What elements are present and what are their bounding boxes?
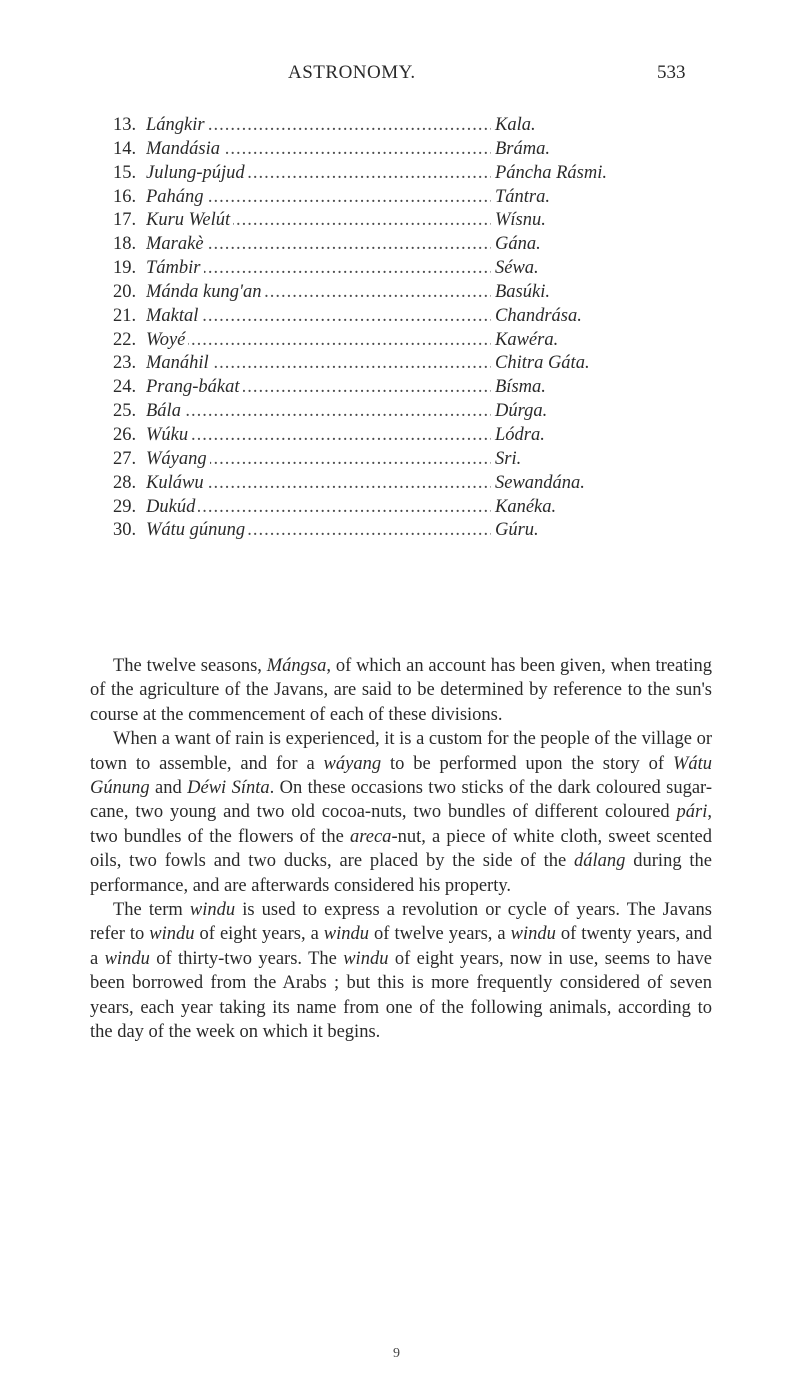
item-number: 23. — [113, 353, 137, 374]
item-number: 15. — [113, 162, 137, 183]
item-deity: Sri. — [495, 448, 522, 469]
item-name: ..... Marakè — [146, 233, 491, 256]
body-text — [90, 654, 712, 1045]
list-item — [113, 162, 713, 186]
item-name: ..... Kuru Welút — [146, 209, 491, 232]
item-number: 17. — [113, 210, 137, 231]
item-name: ..... Támbir — [146, 257, 491, 280]
item-number: 20. — [113, 281, 137, 302]
item-number: 14. — [113, 138, 137, 159]
item-deity: Dúrga. — [495, 401, 548, 422]
item-deity: Chandrása. — [495, 305, 582, 326]
wuku-list — [113, 114, 713, 543]
item-number: 19. — [113, 258, 137, 279]
list-item — [113, 186, 713, 210]
list-item — [113, 496, 713, 520]
item-number: 24. — [113, 377, 137, 398]
item-deity: Kala. — [495, 115, 536, 135]
item-name: ..... Mandásia — [146, 138, 491, 161]
item-name: ..... Bála — [146, 400, 491, 423]
item-name: ..... Julung-pújud — [146, 162, 491, 185]
item-deity: Chitra Gáta. — [495, 353, 590, 374]
list-item — [113, 424, 713, 448]
italic-term: windu — [323, 924, 370, 945]
list-item — [113, 329, 713, 353]
italic-term: Déwi Sínta — [187, 778, 270, 799]
list-item — [113, 472, 713, 496]
italic-term: windu — [343, 948, 389, 969]
page-number: 533 — [657, 62, 686, 83]
italic-term: windu — [189, 900, 236, 921]
paragraph: When a want of rain is experienced, it is a custom for the people of the village or town to assemble, and for a wáyang to be performed upon the story of Wátu Gúnung and Déwi Sínta. On these occasions two sticks of the dark coloured sugar-cane, two young and two old cocoa-nuts, two bundles of different coloured pári, two bundles of the flowers of the areca-nut, a piece of white cloth, sweet scented oils, two fowls and two ducks, are placed by the side of the dálang during the performance, and are afterwards considered his property. — [90, 729, 713, 896]
item-name: ..... Lángkir — [146, 114, 491, 137]
italic-term: dálang — [574, 851, 626, 872]
item-deity: Bráma. — [495, 138, 550, 159]
item-number: 28. — [113, 472, 137, 493]
item-name: ..... Woyé — [146, 329, 491, 352]
item-deity: Sewandána. — [495, 472, 585, 493]
item-deity: Kawéra. — [495, 329, 559, 350]
list-item — [113, 400, 713, 424]
list-item — [113, 519, 713, 543]
italic-term: pári — [676, 802, 708, 823]
italic-term: wáyang — [323, 753, 382, 774]
item-name: ..... Dukúd — [146, 496, 491, 519]
paragraph: The term windu is used to express a revolution or cycle of years. The Javans refer to windu of eight years, a windu of twelve years, a windu of twenty years, and a windu of thirty-two years. The windu of eight years, now in use, seems to have been borrowed from the Arabs ; but this is more frequently considered of seven years, each year taking its name from one of the following animals, according to the day of the week on which it begins. — [90, 900, 712, 1043]
list-item — [113, 352, 713, 376]
italic-term: Mángsa — [266, 656, 327, 676]
paragraph: The twelve seasons, Mángsa, of which an account has been given, when treating of the agriculture of the Javans, are said to be determined by reference to the sun's course at the commencement of each of these divisions. — [90, 656, 712, 725]
item-name: ..... Paháng — [146, 186, 491, 209]
item-number: 18. — [113, 234, 137, 255]
item-number: 26. — [113, 424, 137, 445]
item-name: ..... Prang-bákat — [146, 376, 491, 399]
list-item — [113, 448, 713, 472]
list-item — [113, 281, 713, 305]
list-item — [113, 376, 713, 400]
italic-term: Wátu Gúnung — [90, 753, 712, 799]
list-item — [113, 257, 713, 281]
item-deity: Gána. — [495, 234, 541, 255]
item-deity: Kanéka. — [495, 496, 557, 517]
item-number: 22. — [113, 329, 137, 350]
italic-term: areca — [350, 826, 392, 847]
item-deity: Páncha Rásmi. — [495, 162, 608, 183]
item-name: ..... Wátu gúnung — [146, 519, 491, 542]
item-number: 30. — [113, 520, 137, 541]
item-number: 25. — [113, 401, 137, 422]
item-name: ..... Mánda kung'an — [146, 281, 491, 304]
item-number: 21. — [113, 305, 137, 326]
item-number: 13. — [113, 115, 137, 135]
list-item — [113, 209, 713, 233]
italic-term: windu — [149, 924, 195, 945]
item-deity: Basúki. — [495, 281, 550, 302]
item-number: 16. — [113, 186, 137, 207]
list-item — [113, 138, 713, 162]
running-head: ASTRONOMY. — [288, 62, 416, 83]
item-deity: Gúru. — [495, 520, 539, 541]
italic-term: windu — [510, 924, 556, 945]
item-number: 29. — [113, 496, 137, 517]
item-deity: Tántra. — [495, 186, 551, 207]
item-number: 27. — [113, 448, 137, 469]
signature-mark: 9 — [393, 1346, 400, 1361]
item-name: ..... Kuláwu — [146, 472, 491, 495]
italic-term: windu — [104, 948, 150, 969]
item-deity: Lódra. — [495, 424, 545, 445]
item-name: ..... Wáyang — [146, 448, 491, 471]
list-item — [113, 114, 713, 138]
item-deity: Séwa. — [495, 258, 539, 279]
item-name: ..... Wúku — [146, 424, 491, 447]
item-deity: Wísnu. — [495, 210, 546, 231]
item-name: ..... Manáhil — [146, 352, 491, 375]
list-item — [113, 233, 713, 257]
list-item — [113, 305, 713, 329]
item-name: ..... Maktal — [146, 305, 491, 328]
item-deity: Bísma. — [495, 377, 546, 398]
